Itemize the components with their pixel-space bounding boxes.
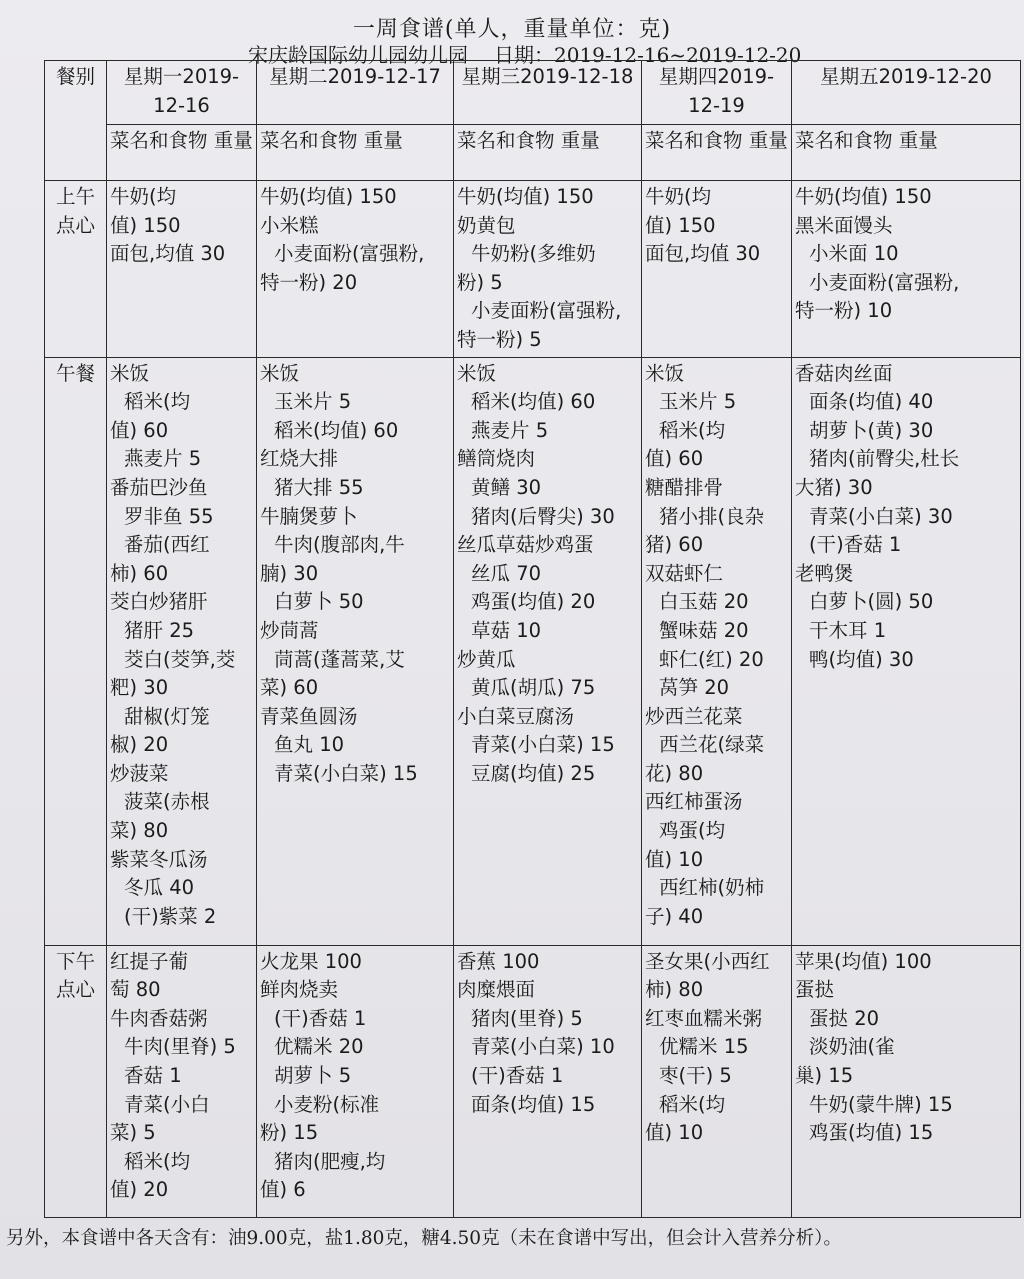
menu-line: 茭白(茭笋,茭 bbox=[124, 647, 236, 671]
meal-row-lunch bbox=[45, 357, 1021, 945]
menu-line: 值) 10 bbox=[645, 847, 704, 871]
menu-line: 米饭 bbox=[260, 361, 300, 385]
meal-row-morning-snack bbox=[45, 181, 1021, 358]
menu-line: 牛奶粉(多维奶 bbox=[471, 242, 596, 266]
menu-line: 苹果(均值) 100 bbox=[795, 949, 932, 973]
menu-line: 柿) 80 bbox=[645, 978, 704, 1002]
menu-line: 蟹味菇 20 bbox=[659, 618, 749, 642]
menu-cell bbox=[107, 181, 257, 358]
menu-cell bbox=[642, 357, 792, 945]
menu-line: 值) 20 bbox=[110, 1178, 169, 1202]
meal-name: 午餐 bbox=[45, 357, 107, 945]
day-header-row bbox=[45, 61, 1021, 125]
menu-line: 牛奶(均值) 150 bbox=[260, 185, 397, 208]
menu-line: 猪肉(后臀尖) 30 bbox=[471, 504, 615, 528]
day-header bbox=[107, 61, 257, 125]
menu-line: 香菇 1 bbox=[124, 1063, 182, 1087]
menu-line: 大猪) 30 bbox=[795, 475, 873, 499]
menu-line: 鱼丸 10 bbox=[274, 733, 345, 757]
menu-line: 牛肉香菇粥 bbox=[110, 1006, 208, 1030]
menu-line: 豆腐(均值) 25 bbox=[471, 761, 596, 785]
footer-note: 另外，本食谱中各天含有：油9.00克，盐1.80克，糖4.50克（未在食谱中写出，但会计入营养分析）。 bbox=[6, 1228, 842, 1249]
menu-line: 猪肉(肥瘦,均 bbox=[274, 1149, 386, 1173]
menu-line: 枣(干) 5 bbox=[659, 1063, 732, 1087]
day-label: 星期二2019-12-17 bbox=[269, 65, 441, 88]
menu-line: 稻米(均 bbox=[659, 1092, 726, 1116]
menu-line: 猪小排(良杂 bbox=[659, 504, 765, 528]
menu-line: 青菜(小白 bbox=[124, 1092, 210, 1116]
menu-line: 牛奶(蒙牛牌) 15 bbox=[809, 1092, 953, 1116]
menu-line: 罗非鱼 55 bbox=[124, 504, 214, 528]
menu-line: 稻米(均 bbox=[659, 418, 726, 442]
day-header bbox=[454, 61, 642, 125]
menu-line: 特一粉) 10 bbox=[795, 299, 893, 323]
menu-line: 小麦面粉(富强粉, bbox=[274, 242, 425, 266]
menu-line: 优糯米 20 bbox=[274, 1035, 364, 1059]
menu-line: 粉) 15 bbox=[260, 1121, 319, 1145]
menu-line: 西兰花(绿菜 bbox=[659, 733, 765, 757]
menu-line: 茭白炒猪肝 bbox=[110, 590, 208, 614]
menu-line: 鸡蛋(均值) 15 bbox=[809, 1121, 934, 1145]
day-header bbox=[792, 61, 1021, 125]
menu-line: 花) 80 bbox=[645, 761, 704, 785]
menu-line: 稻米(均值) 60 bbox=[471, 390, 596, 414]
menu-line: 肉糜煨面 bbox=[457, 978, 536, 1002]
menu-line: 双菇虾仁 bbox=[645, 561, 724, 585]
menu-line: 虾仁(红) 20 bbox=[659, 647, 764, 671]
menu-line: 白玉菇 20 bbox=[659, 590, 749, 614]
menu-line: 鲜肉烧卖 bbox=[260, 978, 339, 1002]
menu-line: 菜) 80 bbox=[110, 819, 169, 843]
menu-line: 米饭 bbox=[645, 361, 685, 385]
menu-line: 胡萝卜(黄) 30 bbox=[809, 418, 934, 442]
menu-line: 青菜鱼圆汤 bbox=[260, 704, 358, 728]
meal-name: 下午点心 bbox=[45, 945, 107, 1217]
menu-line: 猪肉(里脊) 5 bbox=[471, 1006, 583, 1030]
menu-line: 菜) 60 bbox=[260, 676, 319, 700]
menu-line: 小麦粉(标准 bbox=[274, 1092, 380, 1116]
menu-line: 青菜(小白菜) 15 bbox=[274, 761, 418, 785]
menu-line: 猪大排 55 bbox=[274, 475, 364, 499]
menu-line: 小麦面粉(富强粉, bbox=[471, 299, 622, 323]
menu-line: 白萝卜 50 bbox=[274, 590, 364, 614]
menu-cell bbox=[642, 181, 792, 358]
menu-line: 白萝卜(圆) 50 bbox=[809, 590, 934, 614]
menu-line: 淡奶油(雀 bbox=[809, 1035, 895, 1059]
menu-line: 牛奶(均 bbox=[110, 185, 177, 208]
menu-line: 丝瓜草菇炒鸡蛋 bbox=[457, 533, 594, 557]
menu-line: 猪肉(前臀尖,杜长 bbox=[809, 447, 960, 471]
menu-cell bbox=[792, 181, 1021, 358]
menu-cell bbox=[257, 181, 454, 358]
menu-line: 番茄(西红 bbox=[124, 533, 210, 557]
menu-line: 红烧大排 bbox=[260, 447, 339, 471]
menu-cell bbox=[792, 357, 1021, 945]
menu-line: 椒) 20 bbox=[110, 733, 169, 757]
menu-line: 鸭(均值) 30 bbox=[809, 647, 914, 671]
menu-line: 柿) 60 bbox=[110, 561, 169, 585]
column-label: 菜名和食物 重量 bbox=[257, 125, 454, 181]
menu-line: 黄瓜(胡瓜) 75 bbox=[471, 676, 596, 700]
menu-line: 鸡蛋(均值) 20 bbox=[471, 590, 596, 614]
menu-cell bbox=[107, 357, 257, 945]
school-name: 宋庆龄国际幼儿园幼儿园 bbox=[248, 43, 468, 67]
menu-line: 鸡蛋(均 bbox=[659, 819, 726, 843]
meal-row-afternoon-snack bbox=[45, 945, 1021, 1217]
menu-line: 番茄巴沙鱼 bbox=[110, 475, 208, 499]
menu-line: 值) 6 bbox=[260, 1178, 306, 1202]
weekly-menu-table bbox=[44, 60, 1021, 1218]
meal-type-header: 餐别 bbox=[45, 61, 107, 181]
menu-line: (干)香菇 1 bbox=[471, 1063, 564, 1087]
menu-cell bbox=[454, 945, 642, 1217]
menu-line: 特一粉) 20 bbox=[260, 270, 358, 294]
day-label: 星期五2019-12-20 bbox=[820, 65, 992, 88]
menu-line: 甜椒(灯笼 bbox=[124, 704, 210, 728]
menu-line: 红枣血糯米粥 bbox=[645, 1006, 763, 1030]
menu-line: 牛腩煲萝卜 bbox=[260, 504, 358, 528]
menu-line: 黄鳝 30 bbox=[471, 475, 542, 499]
menu-cell bbox=[454, 181, 642, 358]
menu-line: 牛肉(腹部肉,牛 bbox=[274, 533, 405, 557]
menu-line: 干木耳 1 bbox=[809, 618, 887, 642]
menu-line: 奶黄包 bbox=[457, 213, 516, 237]
day-header bbox=[642, 61, 792, 125]
day-label: 星期三2019-12-18 bbox=[461, 65, 634, 88]
menu-line: 玉米片 5 bbox=[274, 390, 352, 414]
menu-line: 米饭 bbox=[457, 361, 497, 385]
menu-line: 红提子葡 bbox=[110, 949, 189, 973]
menu-line: 燕麦片 5 bbox=[471, 418, 549, 442]
menu-line: 值) 150 bbox=[645, 213, 716, 237]
column-label: 菜名和食物 重量 bbox=[792, 125, 1021, 181]
menu-line: 粑) 30 bbox=[110, 676, 169, 700]
menu-line: 茼蒿(蓬蒿菜,艾 bbox=[274, 647, 405, 671]
menu-line: 香菇肉丝面 bbox=[795, 361, 893, 385]
menu-line: 优糯米 15 bbox=[659, 1035, 749, 1059]
menu-line: 糖醋排骨 bbox=[645, 475, 724, 499]
menu-line: 面条(均值) 40 bbox=[809, 390, 934, 414]
menu-line: 玉米片 5 bbox=[659, 390, 737, 414]
menu-line: 面包,均值 30 bbox=[110, 242, 226, 266]
menu-line: 面包,均值 30 bbox=[645, 242, 761, 266]
menu-line: 牛奶(均值) 150 bbox=[795, 185, 932, 208]
menu-line: 紫菜冬瓜汤 bbox=[110, 847, 208, 871]
menu-cell bbox=[257, 357, 454, 945]
menu-line: 菜) 5 bbox=[110, 1121, 156, 1145]
menu-line: 粉) 5 bbox=[457, 270, 503, 294]
menu-line: 炒黄瓜 bbox=[457, 647, 516, 671]
menu-line: (干)紫菜 2 bbox=[124, 904, 217, 928]
menu-line: 草菇 10 bbox=[471, 618, 542, 642]
menu-line: 莴笋 20 bbox=[659, 676, 730, 700]
menu-line: (干)香菇 1 bbox=[274, 1006, 367, 1030]
menu-line: 腩) 30 bbox=[260, 561, 319, 585]
menu-line: 猪肝 25 bbox=[124, 618, 195, 642]
menu-cell bbox=[642, 945, 792, 1217]
menu-line: 子) 40 bbox=[645, 904, 704, 928]
menu-line: 火龙果 100 bbox=[260, 949, 362, 973]
menu-line: 蛋挞 20 bbox=[809, 1006, 880, 1030]
menu-line: 小米面 10 bbox=[809, 242, 899, 266]
menu-line: 值) 10 bbox=[645, 1121, 704, 1145]
menu-line: 炒菠菜 bbox=[110, 761, 169, 785]
menu-line: 稻米(均值) 60 bbox=[274, 418, 399, 442]
column-label: 菜名和食物 重量 bbox=[454, 125, 642, 181]
menu-line: 特一粉) 5 bbox=[457, 327, 542, 351]
menu-cell bbox=[257, 945, 454, 1217]
menu-cell bbox=[792, 945, 1021, 1217]
menu-line: 牛肉(里脊) 5 bbox=[124, 1035, 236, 1059]
menu-line: 菠菜(赤根 bbox=[124, 790, 210, 814]
menu-line: 香蕉 100 bbox=[457, 949, 540, 973]
menu-line: 蛋挞 bbox=[795, 978, 835, 1002]
menu-line: 值) 150 bbox=[110, 213, 181, 237]
menu-line: 冬瓜 40 bbox=[124, 876, 195, 900]
menu-line: 萄 80 bbox=[110, 978, 161, 1002]
day-header bbox=[257, 61, 454, 125]
menu-line: 西红柿蛋汤 bbox=[645, 790, 743, 814]
menu-cell bbox=[107, 945, 257, 1217]
menu-line: 青菜(小白菜) 15 bbox=[471, 733, 615, 757]
column-label: 菜名和食物 重量 bbox=[107, 125, 257, 181]
menu-line: 牛奶(均 bbox=[645, 185, 712, 208]
column-label-row bbox=[45, 125, 1021, 181]
date-range: 日期：2019-12-16~2019-12-20 bbox=[494, 43, 802, 67]
menu-line: 青菜(小白菜) 30 bbox=[809, 504, 953, 528]
menu-line: 老鸭煲 bbox=[795, 561, 854, 585]
day-label: 星期四2019-12-19 bbox=[658, 65, 775, 117]
menu-cell bbox=[454, 357, 642, 945]
menu-line: 小米糕 bbox=[260, 213, 319, 237]
menu-line: 猪) 60 bbox=[645, 533, 704, 557]
menu-line: (干)香菇 1 bbox=[809, 533, 902, 557]
menu-line: 鳝筒烧肉 bbox=[457, 447, 536, 471]
menu-line: 牛奶(均值) 150 bbox=[457, 185, 594, 208]
menu-line: 值) 60 bbox=[645, 447, 704, 471]
menu-line: 西红柿(奶柿 bbox=[659, 876, 765, 900]
meal-name: 上午点心 bbox=[45, 181, 107, 358]
menu-line: 圣女果(小西红 bbox=[645, 949, 770, 973]
menu-line: 胡萝卜 5 bbox=[274, 1063, 352, 1087]
column-label: 菜名和食物 重量 bbox=[642, 125, 792, 181]
page-title: 一周食谱(单人，重量单位：克) bbox=[352, 17, 672, 42]
menu-line: 巢) 15 bbox=[795, 1063, 854, 1087]
menu-line: 米饭 bbox=[110, 361, 150, 385]
menu-line: 炒茼蒿 bbox=[260, 618, 319, 642]
menu-line: 稻米(均 bbox=[124, 390, 191, 414]
menu-line: 面条(均值) 15 bbox=[471, 1092, 596, 1116]
day-label: 星期一2019-12-16 bbox=[123, 65, 240, 117]
menu-line: 丝瓜 70 bbox=[471, 561, 542, 585]
menu-line: 黑米面馒头 bbox=[795, 213, 893, 237]
menu-line: 小麦面粉(富强粉, bbox=[809, 270, 960, 294]
menu-line: 稻米(均 bbox=[124, 1149, 191, 1173]
menu-line: 炒西兰花菜 bbox=[645, 704, 743, 728]
menu-line: 小白菜豆腐汤 bbox=[457, 704, 575, 728]
menu-line: 值) 60 bbox=[110, 418, 169, 442]
menu-line: 青菜(小白菜) 10 bbox=[471, 1035, 615, 1059]
menu-line: 燕麦片 5 bbox=[124, 447, 202, 471]
